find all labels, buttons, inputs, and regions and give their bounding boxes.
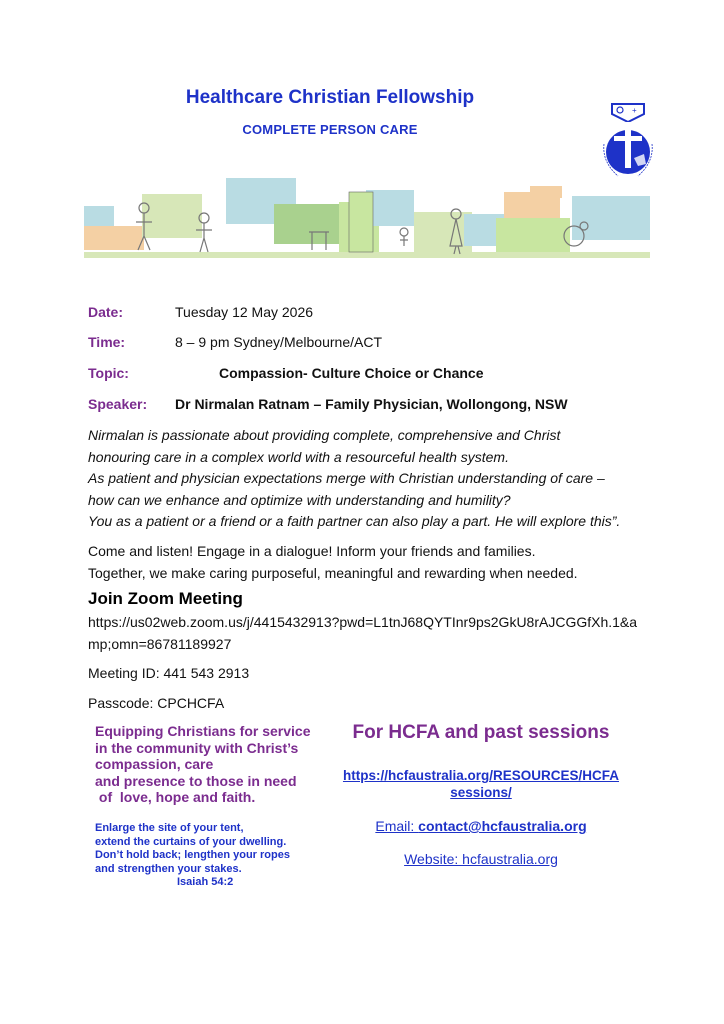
verse-reference: Isaiah 54:2 (177, 876, 234, 888)
description-line: As patient and physician expectations merge with Christian understanding of care – (88, 470, 605, 486)
website-contact (330, 851, 632, 867)
date-value: Tuesday 12 May 2026 (175, 304, 314, 320)
mission-line: Equipping Christians for service (95, 723, 311, 739)
speaker-description (88, 425, 668, 533)
speaker-value: Dr Nirmalan Ratnam – Family Physician, Wollongong, NSW (175, 396, 568, 412)
mission-line: in the community with Christ’s (95, 739, 299, 756)
verse-line: Enlarge the site of your tent, (95, 822, 244, 834)
mission-line: and presence to those in need (95, 772, 297, 789)
scripture-verse (95, 822, 335, 890)
verse-line: extend the curtains of your dwelling. (95, 835, 287, 848)
verse-line: Don’t hold back; lengthen your ropes (95, 849, 290, 861)
description-line: how can we enhance and optimize with understanding and humility? (88, 491, 511, 508)
resources-link-line[interactable]: sessions/ (450, 785, 512, 800)
community-banner-illustration (84, 178, 650, 258)
zoom-heading: Join Zoom Meeting (88, 589, 243, 608)
zoom-meeting-link[interactable]: https://us02web.zoom.us/j/4415432913?pwd=L1tnJ68QYTInr9ps2GkU8rAJCGGfXh.1&amp;omn=86781189927 (88, 614, 638, 652)
invite-line: Together, we make caring purposeful, meaningful and rewarding when needed. (88, 564, 578, 581)
time-value: 8 – 9 pm Sydney/Melbourne/ACT (175, 334, 382, 350)
email-address-link[interactable]: contact@hcfaustralia.org (418, 818, 587, 834)
org-title: Healthcare Christian Fellowship (185, 87, 475, 108)
mission-statement (95, 723, 335, 806)
email-label[interactable]: Email: (375, 818, 419, 834)
subtitle: COMPLETE PERSON CARE (242, 122, 418, 137)
speaker-label: Speaker: (88, 396, 148, 412)
resources-link-line[interactable]: https://hcfaustralia.org/RESOURCES/HCFA (342, 768, 620, 783)
resources-link[interactable] (326, 767, 636, 801)
invite-line: Come and listen! Engage in a dialogue! Inform your friends and families. (88, 543, 536, 559)
topic-label: Topic: (88, 365, 129, 381)
hcfa-logo-icon (598, 100, 658, 184)
description-line: Nirmalan is passionate about providing complete, comprehensive and Christ (88, 427, 561, 443)
mission-line: compassion, care (95, 756, 214, 772)
verse-line: and strengthen your stakes. (95, 862, 242, 875)
time-label: Time: (88, 334, 126, 350)
svg-text:+: + (632, 106, 637, 115)
date-label: Date: (88, 304, 124, 320)
description-line: You as a patient or a friend or a faith partner can also play a part. He will explore this”. (88, 513, 621, 529)
website-link[interactable]: Website: hcfaustralia.org (404, 851, 558, 867)
description-line: honouring care in a complex world with a resourceful health system. (88, 448, 509, 465)
topic-value: Compassion- Culture Choice or Chance (219, 365, 484, 381)
resources-heading: For HCFA and past sessions (352, 722, 610, 743)
mission-line: of love, hope and faith. (95, 789, 256, 805)
passcode: Passcode: CPCHCFA (88, 695, 225, 711)
meeting-id: Meeting ID: 441 543 2913 (88, 665, 250, 681)
email-contact (330, 818, 632, 834)
invitation-text (88, 541, 678, 584)
